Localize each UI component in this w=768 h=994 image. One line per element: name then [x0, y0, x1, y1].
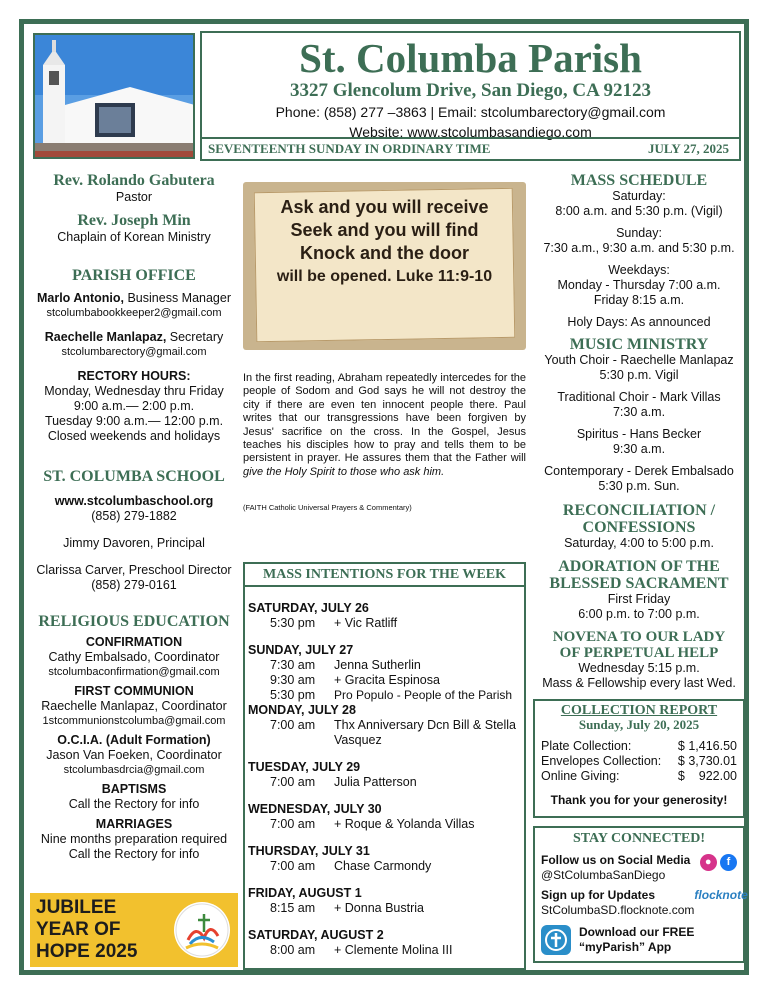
school-heading: ST. COLUMBA SCHOOL: [43, 468, 225, 485]
app-name: “myParish” App: [579, 940, 672, 954]
manager-email[interactable]: stcolumbabookkeeper2@gmail.com: [46, 307, 222, 319]
secretary-email[interactable]: stcolumbarectory@gmail.com: [61, 346, 207, 358]
adoration-title-line: ADORATION OF THE: [558, 558, 720, 575]
marriages-info: Call the Rectory for info: [68, 847, 200, 861]
secretary-name: Raechelle Manlapaz,: [44, 330, 167, 344]
preschool-director: Clarissa Carver, Preschool Director: [36, 563, 232, 577]
collection-thanks: Thank you for your generosity!: [550, 793, 728, 807]
novena-fellowship: Mass & Fellowship every last Wed.: [542, 676, 736, 690]
intention-day: TUESDAY, JULY 29: [248, 760, 361, 775]
intention-row: [248, 718, 521, 748]
intention-row: [248, 901, 521, 916]
church-photo: [33, 33, 195, 159]
intention-time: 7:30 am: [270, 658, 316, 673]
school-phone: (858) 279-1882: [91, 509, 177, 523]
reflection-credit: (FAITH Catholic Universal Prayers & Commentary): [243, 503, 412, 513]
manager: [30, 291, 238, 306]
ocia-coordinator: Jason Van Foeken, Coordinator: [46, 748, 222, 762]
rectory-hours-heading: RECTORY HOURS:: [77, 369, 191, 383]
marriages-heading: MARRIAGES: [95, 817, 173, 831]
intention-time: 7:00 am: [270, 817, 316, 832]
reflection-text: In the first reading, Abraham repeatedly intercedes for the people of Sodom and God says he will not destroy the city if there are even ten innocent people there. Paul writes that our transgressions have been forgiven by Jesus' sacrifice on the cross. In the Gospel, Jesus teaches his disciples how to pray and tells them to be persistent in prayer. He assures them that the Father will: [243, 372, 526, 465]
intention-text: + Donna Bustria: [334, 901, 424, 916]
first-communion-email[interactable]: 1stcommunionstcolumba@gmail.com: [42, 715, 226, 727]
choir-name: Traditional Choir - Mark Villas: [557, 390, 721, 404]
jubilee-banner: [30, 893, 238, 967]
reconciliation-time: Saturday, 4:00 to 5:00 p.m.: [564, 536, 714, 550]
parish-website: Website: www.stcolumbasandiego.com: [349, 124, 592, 140]
rectory-hours-line: 9:00 a.m.— 2:00 p.m.: [73, 399, 195, 413]
intention-text: Jenna Sutherlin: [334, 658, 421, 673]
adoration-day: First Friday: [607, 592, 671, 606]
stay-connected-box: [533, 826, 748, 963]
intention-row: [248, 943, 521, 958]
social-media-row: [535, 853, 743, 883]
intention-text: + Gracita Espinosa: [334, 673, 440, 688]
chaplain-name: Rev. Joseph Min: [77, 212, 191, 229]
adoration-title-line: BLESSED SACRAMENT: [549, 575, 729, 592]
quote-line: Ask and you will receive: [280, 197, 489, 217]
intention-day: MONDAY, JULY 28: [248, 703, 356, 718]
left-column: [30, 172, 238, 862]
choir-time: 9:30 a.m.: [612, 442, 666, 456]
facebook-icon[interactable]: f: [720, 854, 737, 871]
liturgical-occasion: SEVENTEENTH SUNDAY IN ORDINARY TIME: [208, 141, 491, 156]
intention-time: 8:00 am: [270, 943, 316, 958]
jubilee-text: JUBILEE YEAR OF HOPE 2025: [36, 897, 138, 962]
scripture-quote: [243, 196, 526, 288]
collection-amount: $ 1,416.50: [677, 739, 737, 753]
choir-time: 5:30 p.m. Vigil: [599, 368, 679, 382]
novena-heading: [533, 629, 745, 661]
schedule-saturday: 8:00 a.m. and 5:30 p.m. (Vigil): [555, 204, 723, 218]
choir-name: Spiritus - Hans Becker: [576, 427, 702, 441]
intention-day: FRIDAY, AUGUST 1: [248, 886, 362, 901]
reconciliation-title-line: CONFESSIONS: [582, 519, 696, 536]
confirmation-coordinator: Cathy Embalsado, Coordinator: [48, 650, 220, 664]
intention-time: 7:00 am: [270, 775, 316, 790]
mass-intentions-heading: MASS INTENTIONS FOR THE WEEK: [245, 564, 524, 587]
intention-text: Chase Carmondy: [334, 859, 432, 874]
myparish-cross-glyph: [541, 925, 571, 955]
intention-row: [248, 658, 521, 673]
novena-time: Wednesday 5:15 p.m.: [578, 661, 700, 675]
collection-label: Online Giving:: [541, 769, 620, 783]
choir-time: 5:30 p.m. Sun.: [598, 479, 680, 493]
first-communion-coordinator: Raechelle Manlapaz, Coordinator: [41, 699, 227, 713]
intention-row: [248, 673, 521, 688]
mass-intentions-box: [243, 562, 526, 970]
collection-row: [535, 754, 743, 769]
flocknote-row: [535, 883, 748, 918]
novena-title-line: OF PERPETUAL HELP: [559, 645, 719, 661]
social-icons: [700, 853, 737, 883]
schedule-sunday-label: Sunday:: [616, 226, 662, 240]
intention-text: Julia Patterson: [334, 775, 417, 790]
flocknote-text: [541, 888, 694, 918]
app-download-label: Download our FREE: [579, 925, 695, 939]
music-ministry-heading: MUSIC MINISTRY: [569, 336, 709, 353]
flocknote-logo-icon: flocknote: [694, 888, 748, 902]
intention-time: 5:30 pm: [270, 616, 316, 631]
preschool-phone: (858) 279-0161: [91, 578, 177, 592]
intention-row: [248, 859, 521, 874]
quote-line: will be opened. Luke 11:9-10: [276, 268, 493, 285]
schedule-friday: Friday 8:15 a.m.: [593, 293, 685, 307]
intention-row: [248, 817, 521, 832]
intention-time: 8:15 am: [270, 901, 316, 916]
collection-heading: COLLECTION REPORT: [560, 703, 718, 718]
choir-name: Youth Choir - Raechelle Manlapaz: [544, 353, 734, 367]
religious-ed-heading: RELIGIOUS EDUCATION: [38, 613, 230, 630]
follow-label: Follow us on Social Media: [541, 853, 691, 867]
schedule-holy-days: Holy Days: As announced: [567, 315, 711, 329]
reflection-italic: give the Holy Spirit to those who ask him.: [243, 465, 445, 478]
manager-name: Marlo Antonio,: [36, 291, 124, 305]
intention-text: + Clemente Molina III: [334, 943, 453, 958]
bulletin-date: JULY 27, 2025: [647, 141, 729, 156]
myparish-app-icon[interactable]: [541, 925, 571, 955]
intention-row: [248, 616, 521, 631]
intention-day: WEDNESDAY, JULY 30: [248, 802, 382, 817]
rectory-hours-line: Closed weekends and holidays: [47, 429, 221, 443]
parish-office-heading: PARISH OFFICE: [72, 267, 196, 284]
intention-time: 7:00 am: [270, 718, 316, 733]
intention-time: 7:00 am: [270, 859, 316, 874]
rectory-hours-line: Tuesday 9:00 a.m.— 12:00 p.m.: [44, 414, 224, 428]
quote-line: Seek and you will find: [290, 220, 479, 240]
collection-row: [535, 739, 743, 754]
ocia-email[interactable]: stcolumbasdrcia@gmail.com: [63, 764, 205, 776]
pastor-name: Rev. Rolando Gabutera: [53, 172, 215, 189]
adoration-heading: [533, 558, 745, 592]
intention-row: [248, 688, 521, 703]
baptisms-heading: BAPTISMS: [101, 782, 167, 796]
novena-title-line: NOVENA TO OUR LADY: [552, 629, 726, 645]
collection-amount: $ 3,730.01: [677, 754, 737, 768]
jubilee-logo-graphic: [174, 902, 230, 958]
intention-time: 9:30 am: [270, 673, 316, 688]
masthead: [200, 31, 741, 161]
confirmation-heading: CONFIRMATION: [85, 635, 183, 649]
mass-schedule-heading: MASS SCHEDULE: [570, 172, 708, 189]
quote-line: Knock and the door: [299, 243, 469, 263]
masthead-footer: [202, 137, 739, 159]
baptisms-info: Call the Rectory for info: [68, 797, 200, 811]
intention-day: SATURDAY, JULY 26: [248, 601, 369, 616]
intention-time: 5:30 pm: [270, 688, 316, 703]
schedule-sunday: 7:30 a.m., 9:30 a.m. and 5:30 p.m.: [543, 241, 735, 255]
schedule-weekdays-label: Weekdays:: [608, 263, 670, 277]
middle-column: [243, 182, 526, 970]
intention-day: THURSDAY, JULY 31: [248, 844, 370, 859]
manager-role: Business Manager: [124, 291, 232, 305]
collection-amount: $ 922.00: [677, 769, 737, 783]
parish-address: 3327 Glencolum Drive, San Diego, CA 92123: [290, 80, 651, 101]
choir-time: 7:30 a.m.: [612, 405, 666, 419]
jubilee-logo-icon: [174, 902, 230, 958]
scripture-quote-image: [243, 182, 526, 350]
reconciliation-title-line: RECONCILIATION /: [562, 502, 716, 519]
choir-name: Contemporary - Derek Embalsado: [544, 464, 734, 478]
chaplain-role: Chaplain of Korean Ministry: [57, 230, 211, 244]
intention-text: + Roque & Yolanda Villas: [334, 817, 475, 832]
parish-contact: Phone: (858) 277 –3863 | Email: stcolumbarectory@gmail.com: [275, 104, 666, 120]
intention-day: SUNDAY, JULY 27: [248, 643, 354, 658]
secretary: [30, 330, 238, 345]
bulletin-page: [19, 19, 749, 975]
adoration-time: 6:00 p.m. to 7:00 p.m.: [578, 607, 700, 621]
marriages-info: Nine months preparation required: [40, 832, 228, 846]
reflection-paragraph: [243, 372, 526, 479]
intention-day: SATURDAY, AUGUST 2: [248, 928, 384, 943]
collection-date: Sunday, July 20, 2025: [578, 717, 700, 732]
app-row: [535, 918, 743, 955]
pastor-role: Pastor: [115, 190, 153, 204]
confirmation-email[interactable]: stcolumbaconfirmation@gmail.com: [48, 666, 220, 678]
rectory-hours-line: Monday, Wednesday thru Friday: [44, 384, 224, 398]
collection-label: Envelopes Collection:: [541, 754, 662, 768]
parish-title: St. Columba Parish: [299, 35, 642, 81]
first-communion-heading: FIRST COMMUNION: [74, 684, 194, 698]
social-handle[interactable]: @StColumbaSanDiego: [541, 868, 666, 882]
intention-text: + Vic Ratliff: [334, 616, 398, 631]
intention-text: Pro Populo - People of the Parish: [334, 688, 513, 703]
flocknote-url[interactable]: StColumbaSD.flocknote.com: [541, 903, 695, 917]
stay-connected-heading: STAY CONNECTED!: [572, 831, 706, 846]
social-media-text: [541, 853, 690, 883]
reconciliation-heading: [533, 502, 745, 536]
collection-label: Plate Collection:: [541, 739, 632, 753]
collection-row: [535, 769, 743, 784]
schedule-weekdays: Monday - Thursday 7:00 a.m.: [557, 278, 721, 292]
right-column: [533, 172, 748, 963]
signup-label: Sign up for Updates: [541, 888, 655, 902]
school-website[interactable]: www.stcolumbaschool.org: [54, 494, 214, 508]
schedule-saturday-label: Saturday:: [612, 189, 666, 203]
secretary-role: Secretary: [166, 330, 224, 344]
collection-rows: [535, 739, 743, 784]
intention-row: [248, 775, 521, 790]
collection-report-box: [533, 699, 745, 818]
intention-text: Thx Anniversary Dcn Bill & Stella Vasquez: [334, 718, 517, 748]
school-principal: Jimmy Davoren, Principal: [63, 536, 205, 550]
church-illustration: [35, 35, 195, 159]
ocia-heading: O.C.I.A. (Adult Formation): [57, 733, 211, 747]
instagram-icon[interactable]: ●: [700, 854, 717, 871]
app-text: [571, 925, 694, 955]
